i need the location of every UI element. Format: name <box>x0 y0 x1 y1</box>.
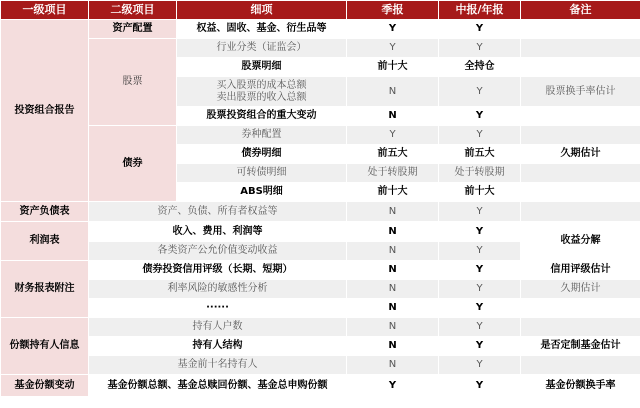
quarterly-cell: 前十大 <box>347 58 439 77</box>
detail-cell: 债券明细 <box>177 145 347 164</box>
semi-annual-cell: Y <box>439 222 521 242</box>
header-row <box>1 1 640 20</box>
group-income-statement: 利润表 <box>1 222 89 261</box>
header-level1: 一级项目 <box>1 1 89 20</box>
table-row <box>1 337 640 356</box>
semi-annual-cell: Y <box>439 261 521 280</box>
detail-line-1: 买入股票的成本总额 <box>216 79 307 91</box>
subgroup-asset-allocation: 资产配置 <box>89 20 177 39</box>
semi-annual-cell: Y <box>439 356 521 375</box>
quarterly-cell: 前五大 <box>347 145 439 164</box>
semi-annual-cell: Y <box>439 280 521 299</box>
note-cell <box>521 107 640 126</box>
note-cell <box>521 126 640 145</box>
group-notes-to-fs: 财务报表附注 <box>1 261 89 318</box>
note-cell <box>521 183 640 202</box>
detail-cell: ······ <box>89 299 347 318</box>
detail-cell: 持有人结构 <box>89 337 347 356</box>
detail-cell: 可转债明细 <box>177 164 347 183</box>
semi-annual-cell: Y <box>439 318 521 337</box>
detail-cell: 权益、固收、基金、衍生品等 <box>177 20 347 39</box>
note-cell: 久期估计 <box>521 280 640 299</box>
quarterly-cell: N <box>347 261 439 280</box>
quarterly-cell: N <box>347 280 439 299</box>
note-cell <box>521 20 640 39</box>
note-cell <box>521 58 640 77</box>
table-row <box>1 39 640 58</box>
detail-cell: 基金前十名持有人 <box>89 356 347 375</box>
subgroup-stocks: 股票 <box>89 39 177 126</box>
header-notes: 备注 <box>521 1 640 20</box>
note-cell: 信用评级估计 <box>521 261 640 280</box>
note-cell: 基金份额换手率 <box>521 375 640 397</box>
note-cell <box>521 202 640 222</box>
detail-cell: 券种配置 <box>177 126 347 145</box>
detail-cell: 资产、负债、所有者权益等 <box>89 202 347 222</box>
quarterly-cell: 处于转股期 <box>347 164 439 183</box>
detail-cell: 股票明细 <box>177 58 347 77</box>
detail-cell: 基金份额总额、基金总赎回份额、基金总申购份额 <box>89 375 347 397</box>
semi-annual-cell: Y <box>439 299 521 318</box>
table-row <box>1 356 640 375</box>
table-row <box>1 222 640 242</box>
semi-annual-cell: Y <box>439 242 521 261</box>
note-cell <box>521 299 640 318</box>
quarterly-cell: N <box>347 202 439 222</box>
semi-annual-cell: Y <box>439 107 521 126</box>
detail-cell <box>177 77 347 107</box>
header-semi-annual: 中报/年报 <box>439 1 521 20</box>
group-holder-info: 份额持有人信息 <box>1 318 89 375</box>
semi-annual-cell: Y <box>439 202 521 222</box>
table-row <box>1 299 640 318</box>
group-share-change: 基金份额变动 <box>1 375 89 397</box>
table-row <box>1 280 640 299</box>
note-cell: 股票换手率估计 <box>521 77 640 107</box>
quarterly-cell: N <box>347 242 439 261</box>
semi-annual-cell: Y <box>439 375 521 397</box>
note-cell <box>521 164 640 183</box>
detail-cell: 持有人户数 <box>89 318 347 337</box>
table-row <box>1 126 640 145</box>
table-row <box>1 318 640 337</box>
detail-cell: ABS明细 <box>177 183 347 202</box>
detail-cell: 行业分类（证监会） <box>177 39 347 58</box>
subgroup-bonds: 债券 <box>89 126 177 202</box>
quarterly-cell: Y <box>347 375 439 397</box>
detail-cell: 收入、费用、利润等 <box>89 222 347 242</box>
semi-annual-cell: 处于转股期 <box>439 164 521 183</box>
note-cell: 是否定制基金估计 <box>521 337 640 356</box>
note-cell: 久期估计 <box>521 145 640 164</box>
quarterly-cell: N <box>347 77 439 107</box>
semi-annual-cell: 前十大 <box>439 183 521 202</box>
table-row <box>1 261 640 280</box>
header-quarterly: 季报 <box>347 1 439 20</box>
table-row <box>1 20 640 39</box>
quarterly-cell: Y <box>347 20 439 39</box>
quarterly-cell: N <box>347 107 439 126</box>
note-cell: 收益分解 <box>521 222 640 261</box>
detail-cell: 利率风险的敏感性分析 <box>89 280 347 299</box>
group-portfolio: 投资组合报告 <box>1 20 89 202</box>
table-row <box>1 375 640 397</box>
quarterly-cell: N <box>347 222 439 242</box>
quarterly-cell: N <box>347 337 439 356</box>
header-level2: 二级项目 <box>89 1 177 20</box>
semi-annual-cell: Y <box>439 126 521 145</box>
note-cell <box>521 39 640 58</box>
detail-line-2: 卖出股票的收入总额 <box>216 91 307 103</box>
semi-annual-cell: Y <box>439 77 521 107</box>
quarterly-cell: Y <box>347 126 439 145</box>
semi-annual-cell: 全持仓 <box>439 58 521 77</box>
quarterly-cell: N <box>347 318 439 337</box>
table-row <box>1 202 640 222</box>
detail-cell: 各类资产公允价值变动收益 <box>89 242 347 261</box>
quarterly-cell: N <box>347 356 439 375</box>
note-cell <box>521 318 640 337</box>
detail-cell: 股票投资组合的重大变动 <box>177 107 347 126</box>
quarterly-cell: Y <box>347 39 439 58</box>
note-cell <box>521 356 640 375</box>
quarterly-cell: N <box>347 299 439 318</box>
semi-annual-cell: Y <box>439 20 521 39</box>
group-balance-sheet: 资产负债表 <box>1 202 89 222</box>
header-detail: 细项 <box>177 1 347 20</box>
semi-annual-cell: 前五大 <box>439 145 521 164</box>
semi-annual-cell: Y <box>439 337 521 356</box>
detail-cell: 债券投资信用评级（长期、短期） <box>89 261 347 280</box>
semi-annual-cell: Y <box>439 39 521 58</box>
quarterly-cell: 前十大 <box>347 183 439 202</box>
